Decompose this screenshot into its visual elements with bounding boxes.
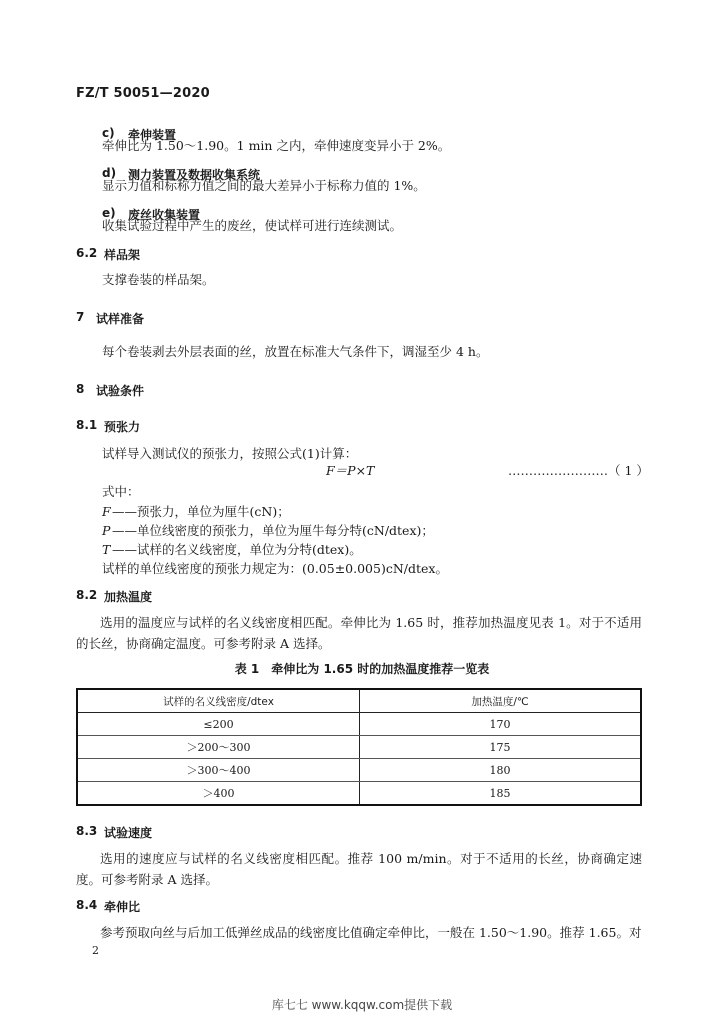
section-8-3-number: 8.3 xyxy=(76,824,98,838)
section-8-2-number: 8.2 xyxy=(76,588,98,602)
def-desc-f: ——预张力，单位为厘牛(cN)； xyxy=(112,504,290,519)
section-7-text: 每个卷装剥去外层表面的丝，放置在标准大气条件下，调湿至少 4 h。 xyxy=(102,344,489,359)
standard-code: FZ/T 50051—2020 xyxy=(76,86,210,101)
table-header-row xyxy=(77,689,641,713)
section-8-1-intro: 试样导入测试仪的预张力，按照公式(1)计算： xyxy=(102,446,358,461)
section-8-4-number: 8.4 xyxy=(76,898,98,912)
section-8-4-title: 牵伸比 xyxy=(104,900,141,914)
item-c-text: 牵伸比为 1.50～1.90。1 min 之内，牵伸速度变异小于 2%。 xyxy=(102,138,451,153)
item-d-label: d) xyxy=(102,166,117,180)
table-row xyxy=(77,713,641,736)
pretension-spec: 试样的单位线密度的预张力规定为：(0.05±0.005)cN/dtex。 xyxy=(102,561,448,576)
section-8-3-text: 选用的速度应与试样的名义线密度相匹配。推荐 100 m/min。对于不适用的长丝，协商确定速度。可参考附录 A 选择。 xyxy=(76,851,642,887)
table-cell-density: ＞300～400 xyxy=(77,759,360,782)
formula-1-number: ……………………（ 1 ） xyxy=(508,463,649,478)
item-d-title: 测力装置及数据收集系统 xyxy=(128,168,261,182)
section-6-2-title: 样品架 xyxy=(104,248,141,262)
item-c-title: 牵伸装置 xyxy=(128,128,177,142)
item-c-label: c) xyxy=(102,126,115,140)
section-8-3-title: 试验速度 xyxy=(104,826,153,840)
temperature-table xyxy=(76,688,642,806)
table-cell-temperature: 175 xyxy=(360,736,642,759)
where-label: 式中： xyxy=(102,484,140,499)
table-cell-temperature: 185 xyxy=(360,782,642,806)
section-8-2-title: 加热温度 xyxy=(104,590,153,604)
formula-1: F＝P×T xyxy=(326,463,375,478)
download-watermark[interactable]: 库七七 www.kqqw.com提供下载 xyxy=(271,998,453,1012)
section-8-4-text: 参考预取向丝与后加工低弹丝成品的线密度比值确定牵伸比，一般在 1.50～1.90。推荐 1.65。对 xyxy=(100,925,642,940)
table-cell-temperature: 170 xyxy=(360,713,642,736)
def-desc-t: ——试样的名义线密度，单位为分特(dtex)。 xyxy=(112,542,362,557)
section-8-title: 试验条件 xyxy=(96,384,145,398)
table-cell-temperature: 180 xyxy=(360,759,642,782)
section-8-2-text: 选用的温度应与试样的名义线密度相匹配。牵伸比为 1.65 时，推荐加热温度见表 1。对于不适用的长丝，协商确定温度。可参考附录 A 选择。 xyxy=(76,615,642,651)
def-symbol-t: T xyxy=(102,542,111,557)
item-e-label: e) xyxy=(102,206,116,220)
item-e-text: 收集试验过程中产生的废丝，使试样可进行连续测试。 xyxy=(102,218,403,233)
table-header-density: 试样的名义线密度/dtex xyxy=(77,689,360,713)
table-cell-density: ≤200 xyxy=(77,713,360,736)
item-e-title: 废丝收集装置 xyxy=(128,208,201,222)
section-6-2-text: 支撑卷装的样品架。 xyxy=(102,272,215,287)
section-6-2-number: 6.2 xyxy=(76,246,98,260)
section-8-1-number: 8.1 xyxy=(76,418,98,432)
def-symbol-f: F xyxy=(102,504,111,519)
def-symbol-p: P xyxy=(102,523,111,538)
table-row xyxy=(77,736,641,759)
table-cell-density: ＞400 xyxy=(77,782,360,806)
section-8-number: 8 xyxy=(76,382,85,396)
table-1-caption: 表 1 牵伸比为 1.65 时的加热温度推荐一览表 xyxy=(234,662,490,676)
section-8-1-title: 预张力 xyxy=(104,420,141,434)
section-7-number: 7 xyxy=(76,310,85,324)
page-number: 2 xyxy=(92,944,99,957)
section-7-title: 试样准备 xyxy=(96,312,145,326)
table-header-temperature: 加热温度/℃ xyxy=(360,689,642,713)
table-cell-density: ＞200～300 xyxy=(77,736,360,759)
table-row xyxy=(77,782,641,806)
item-d-text: 显示力值和标称力值之间的最大差异小于标称力值的 1%。 xyxy=(102,178,426,193)
table-row xyxy=(77,759,641,782)
def-desc-p: ——单位线密度的预张力，单位为厘牛每分特(cN/dtex)； xyxy=(112,523,434,538)
